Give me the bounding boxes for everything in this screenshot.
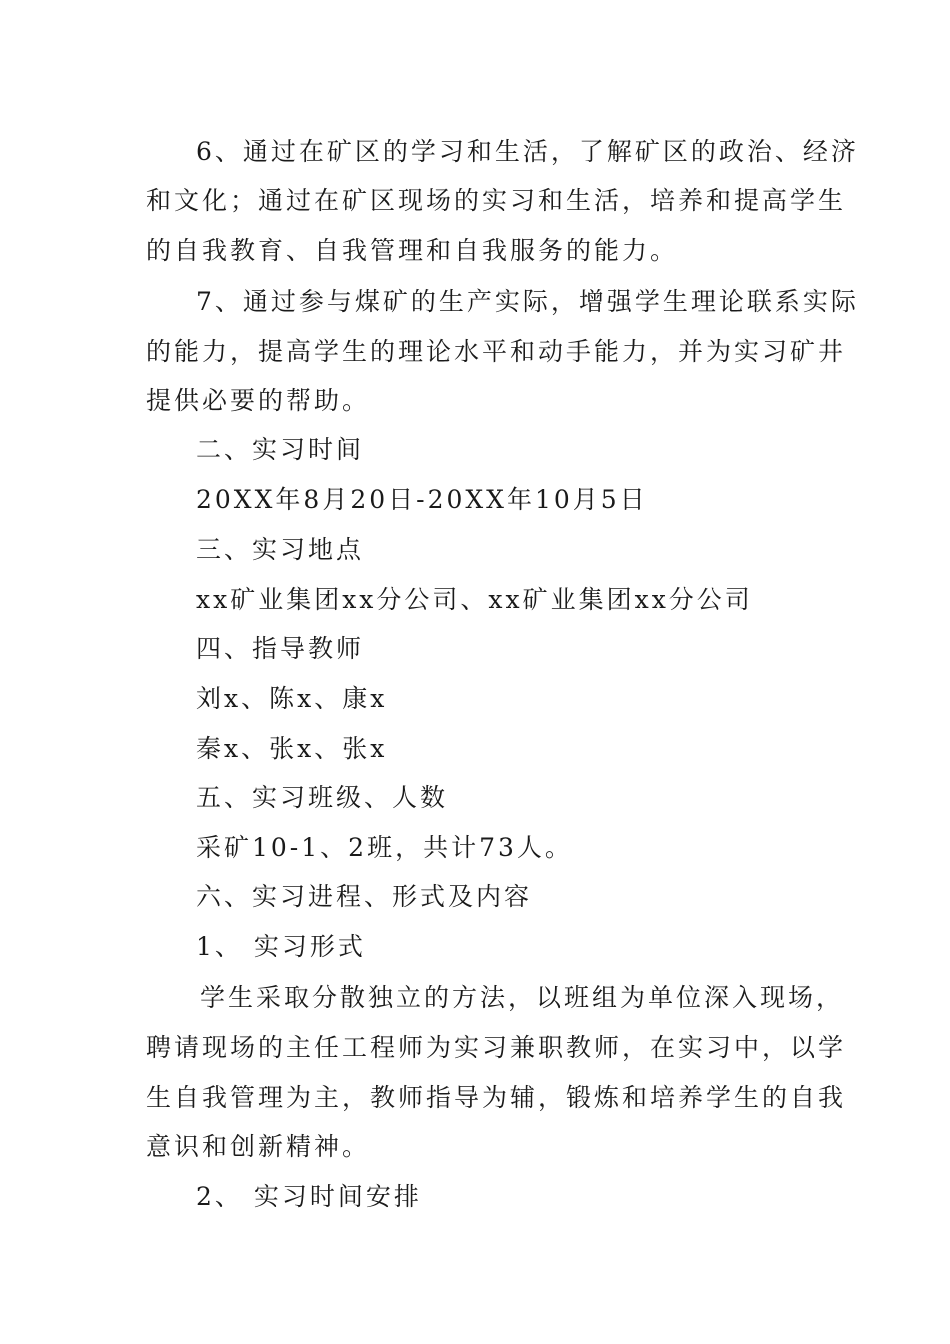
paragraph-line: 20XX年8月20日-20XX年10月5日 (196, 485, 648, 514)
section-heading: 六、实习进程、形式及内容 (196, 882, 533, 911)
paragraph-line: 刘x、陈x、康x (196, 684, 388, 713)
subsection-heading: 1、 实习形式 (196, 932, 366, 961)
paragraph-line: 意识和创新精神。 (146, 1132, 371, 1161)
paragraph-line: 的能力，提高学生的理论水平和动手能力，并为实习矿井 (146, 337, 847, 366)
section-heading: 三、实习地点 (196, 535, 365, 564)
paragraph-line: 提供必要的帮助。 (146, 386, 371, 415)
paragraph-line: 和文化；通过在矿区现场的实习和生活，培养和提高学生 (146, 186, 847, 215)
paragraph-line: 聘请现场的主任工程师为实习兼职教师，在实习中，以学 (146, 1033, 847, 1062)
subsection-heading: 2、 实习时间安排 (196, 1182, 422, 1211)
section-heading: 二、实习时间 (196, 435, 365, 464)
paragraph-line: 的自我教育、自我管理和自我服务的能力。 (146, 236, 679, 265)
paragraph-line: 学生采取分散独立的方法，以班组为单位深入现场， (200, 983, 845, 1012)
paragraph-line: 生自我管理为主，教师指导为辅，锻炼和培养学生的自我 (146, 1083, 847, 1112)
section-heading: 四、指导教师 (196, 634, 365, 663)
paragraph-line: 6、通过在矿区的学习和生活，了解矿区的政治、经济 (196, 137, 859, 166)
paragraph-line: 秦x、张x、张x (196, 734, 388, 763)
paragraph-line: 采矿10-1、2班，共计73人。 (196, 833, 573, 862)
paragraph-line: 7、通过参与煤矿的生产实际，增强学生理论联系实际 (196, 287, 859, 316)
paragraph-line: xx矿业集团xx分公司、xx矿业集团xx分公司 (196, 585, 753, 614)
section-heading: 五、实习班级、人数 (196, 783, 449, 812)
